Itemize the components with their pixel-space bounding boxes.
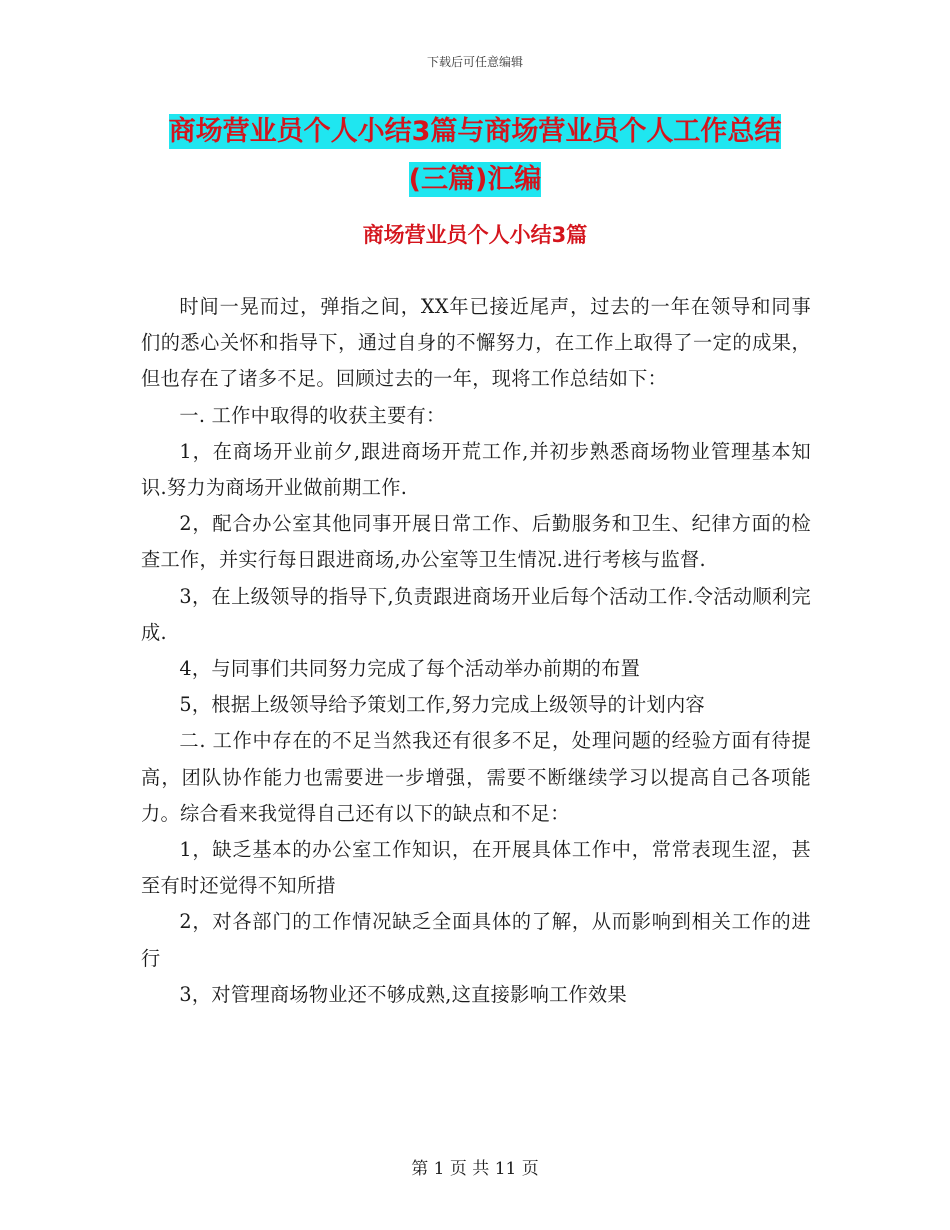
paragraph: 1，缺乏基本的办公室工作知识，在开展具体工作中，常常表现生涩，甚至有时还觉得不知所措 xyxy=(141,838,811,898)
paragraph: 一. 工作中取得的收获主要有： xyxy=(179,403,446,427)
paragraph: 3，在上级领导的指导下,负责跟进商场开业后每个活动工作.令活动顺利完成. xyxy=(141,584,811,644)
document-title-line-1: 商场营业员个人小结3篇与商场营业员个人工作总结 xyxy=(168,116,782,147)
paragraph: 3，对管理商场物业还不够成熟,这直接影响工作效果 xyxy=(179,982,628,1006)
paragraph: 5，根据上级领导给予策划工作,努力完成上级领导的计划内容 xyxy=(179,693,705,717)
paragraph: 2，配合办公室其他同事开展日常工作、后勤服务和卫生、纪律方面的检查工作，并实行每日跟进商场,办公室等卫生情况.进行考核与监督. xyxy=(141,512,811,572)
paragraph: 4，与同事们共同努力完成了每个活动举办前期的布置 xyxy=(179,657,641,681)
paragraph: 时间一晃而过，弹指之间，XX年已接近尾声，过去的一年在领导和同事们的悉心关怀和指导下，通过自身的不懈努力，在工作上取得了一定的成果，但也存在了诸多不足。回顾过去的一年，现将工作总结如下： xyxy=(141,295,811,391)
document-title xyxy=(150,108,800,204)
paragraph: 2，对各部门的工作情况缺乏全面具体的了解，从而影响到相关工作的进行 xyxy=(141,910,811,970)
page-number-footer: 第 1 页 共 11 页 xyxy=(411,1159,539,1179)
document-title-line-2: (三篇)汇编 xyxy=(408,164,542,195)
paragraph: 1，在商场开业前夕,跟进商场开荒工作,并初步熟悉商场物业管理基本知识.努力为商场开业做前期工作. xyxy=(141,439,811,500)
document-body xyxy=(141,289,811,1013)
header-note: 下载后可任意编辑 xyxy=(426,55,523,69)
section-subtitle: 商场营业员个人小结3篇 xyxy=(362,223,588,247)
paragraph: 二. 工作中存在的不足当然我还有很多不足，处理问题的经验方面有待提高，团队协作能力也需要进一步增强，需要不断继续学习以提高自己各项能力。综合看来我觉得自己还有以下的缺点和不足： xyxy=(141,729,811,825)
